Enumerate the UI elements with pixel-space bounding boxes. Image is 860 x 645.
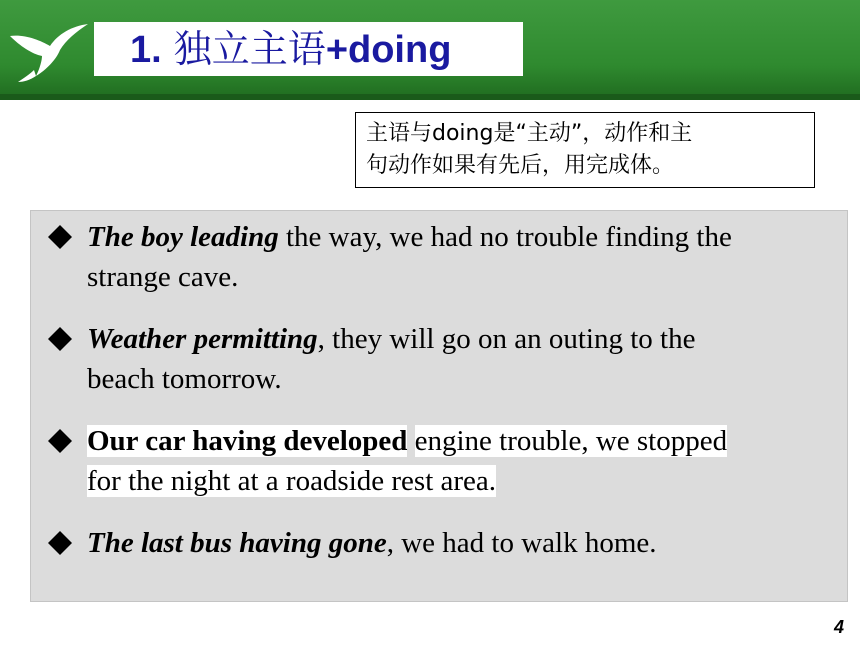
note-line-2: 句动作如果有先后，用完成体。 [366,153,675,178]
title-box [94,22,523,76]
title-english: +doing [325,29,452,71]
examples-panel [30,210,848,602]
diamond-bullet-icon [47,428,73,454]
note-line-1: 主语与doing是“主动”，动作和主 [366,121,693,146]
example-text [87,523,837,563]
diamond-bullet-icon [47,326,73,352]
example-rest-line2: strange cave. [87,261,239,293]
diamond-bullet-icon [47,530,73,556]
example-rest: , we had to walk home. [386,527,657,559]
example-emphasis: The last bus having gone [87,527,387,559]
example-text [87,421,837,501]
page-number: 4 [833,617,844,637]
example-rest-line2: for the night at a roadside rest area. [87,465,497,497]
list-item [47,421,837,501]
header-bar-shadow [0,94,860,100]
example-emphasis: The boy leading [87,221,279,253]
list-item [47,319,837,399]
page-title [130,27,451,72]
title-number: 1. [130,29,162,71]
example-emphasis: Weather permitting [87,323,318,355]
example-emphasis: Our car having developed [87,425,408,457]
diamond-bullet-icon [47,224,73,250]
title-chinese: 独立主语 [173,27,326,71]
example-rest-line2: beach tomorrow. [87,363,282,395]
note-box [355,112,815,188]
swallow-bird-logo-icon [6,14,90,84]
example-rest: engine trouble, we stopped [414,425,728,457]
list-item [47,217,837,297]
example-rest: , they will go on an outing to the [317,323,696,355]
example-rest: the way, we had no trouble finding the [278,221,732,253]
example-text [87,217,837,297]
list-item [47,523,837,563]
example-text [87,319,837,399]
